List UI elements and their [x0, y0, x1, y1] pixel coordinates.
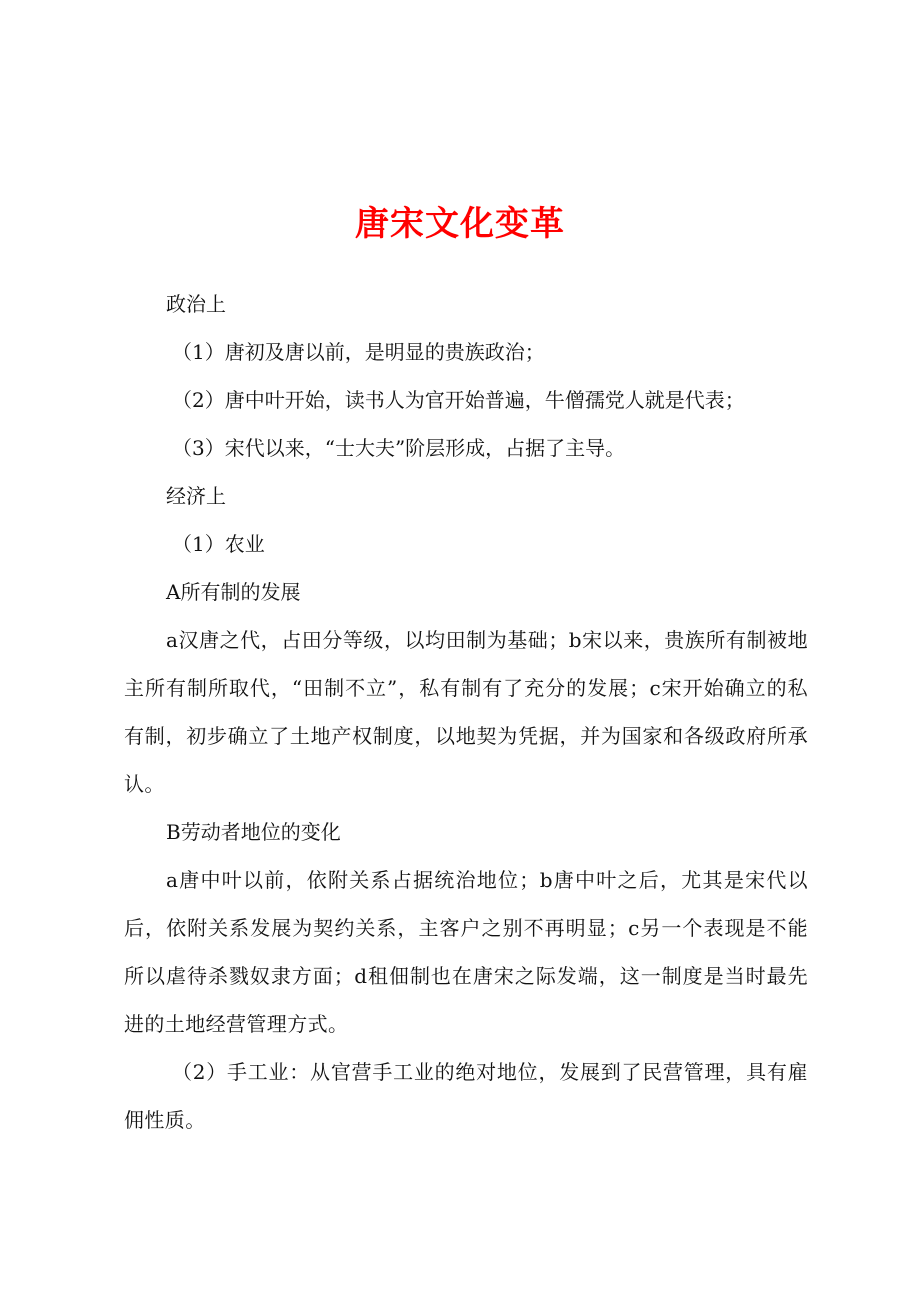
ownership-paragraph: a汉唐之代，占田分等级，以均田制为基础；b宋以来，贵族所有制被地主所有制所取代，“田制不立”，私有制有了充分的发展；c宋开始确立的私有制，初步确立了土地产权制度，以地契为凭据，并为国家和各级政府所承认。 [124, 628, 808, 796]
agriculture-heading: （1）农业 [172, 532, 265, 556]
politics-item: （3）宋代以来，“士大夫”阶层形成，占据了主导。 [172, 436, 626, 460]
politics-heading: 政治上 [166, 292, 226, 316]
ownership-heading: A所有制的发展 [166, 580, 301, 604]
document-title: 唐宋文化变革 [355, 204, 565, 244]
politics-item: （2）唐中叶开始，读书人为官开始普遍，牛僧孺党人就是代表； [172, 388, 745, 412]
labor-paragraph: a唐中叶以前，依附关系占据统治地位；b唐中叶之后，尤其是宋代以后，依附关系发展为契约关系，主客户之别不再明显；c另一个表现是不能所以虐待杀戮奴隶方面；d租佃制也在唐宋之际发端，这一制度是当时最先进的土地经营管理方式。 [124, 868, 808, 1036]
document-body [124, 280, 808, 1144]
handicraft-paragraph: （2）手工业：从官营手工业的绝对地位，发展到了民营管理，具有雇佣性质。 [124, 1060, 808, 1132]
politics-item: （1）唐初及唐以前，是明显的贵族政治； [172, 340, 545, 364]
labor-heading: B劳动者地位的变化 [166, 820, 341, 844]
economy-heading: 经济上 [166, 484, 226, 508]
